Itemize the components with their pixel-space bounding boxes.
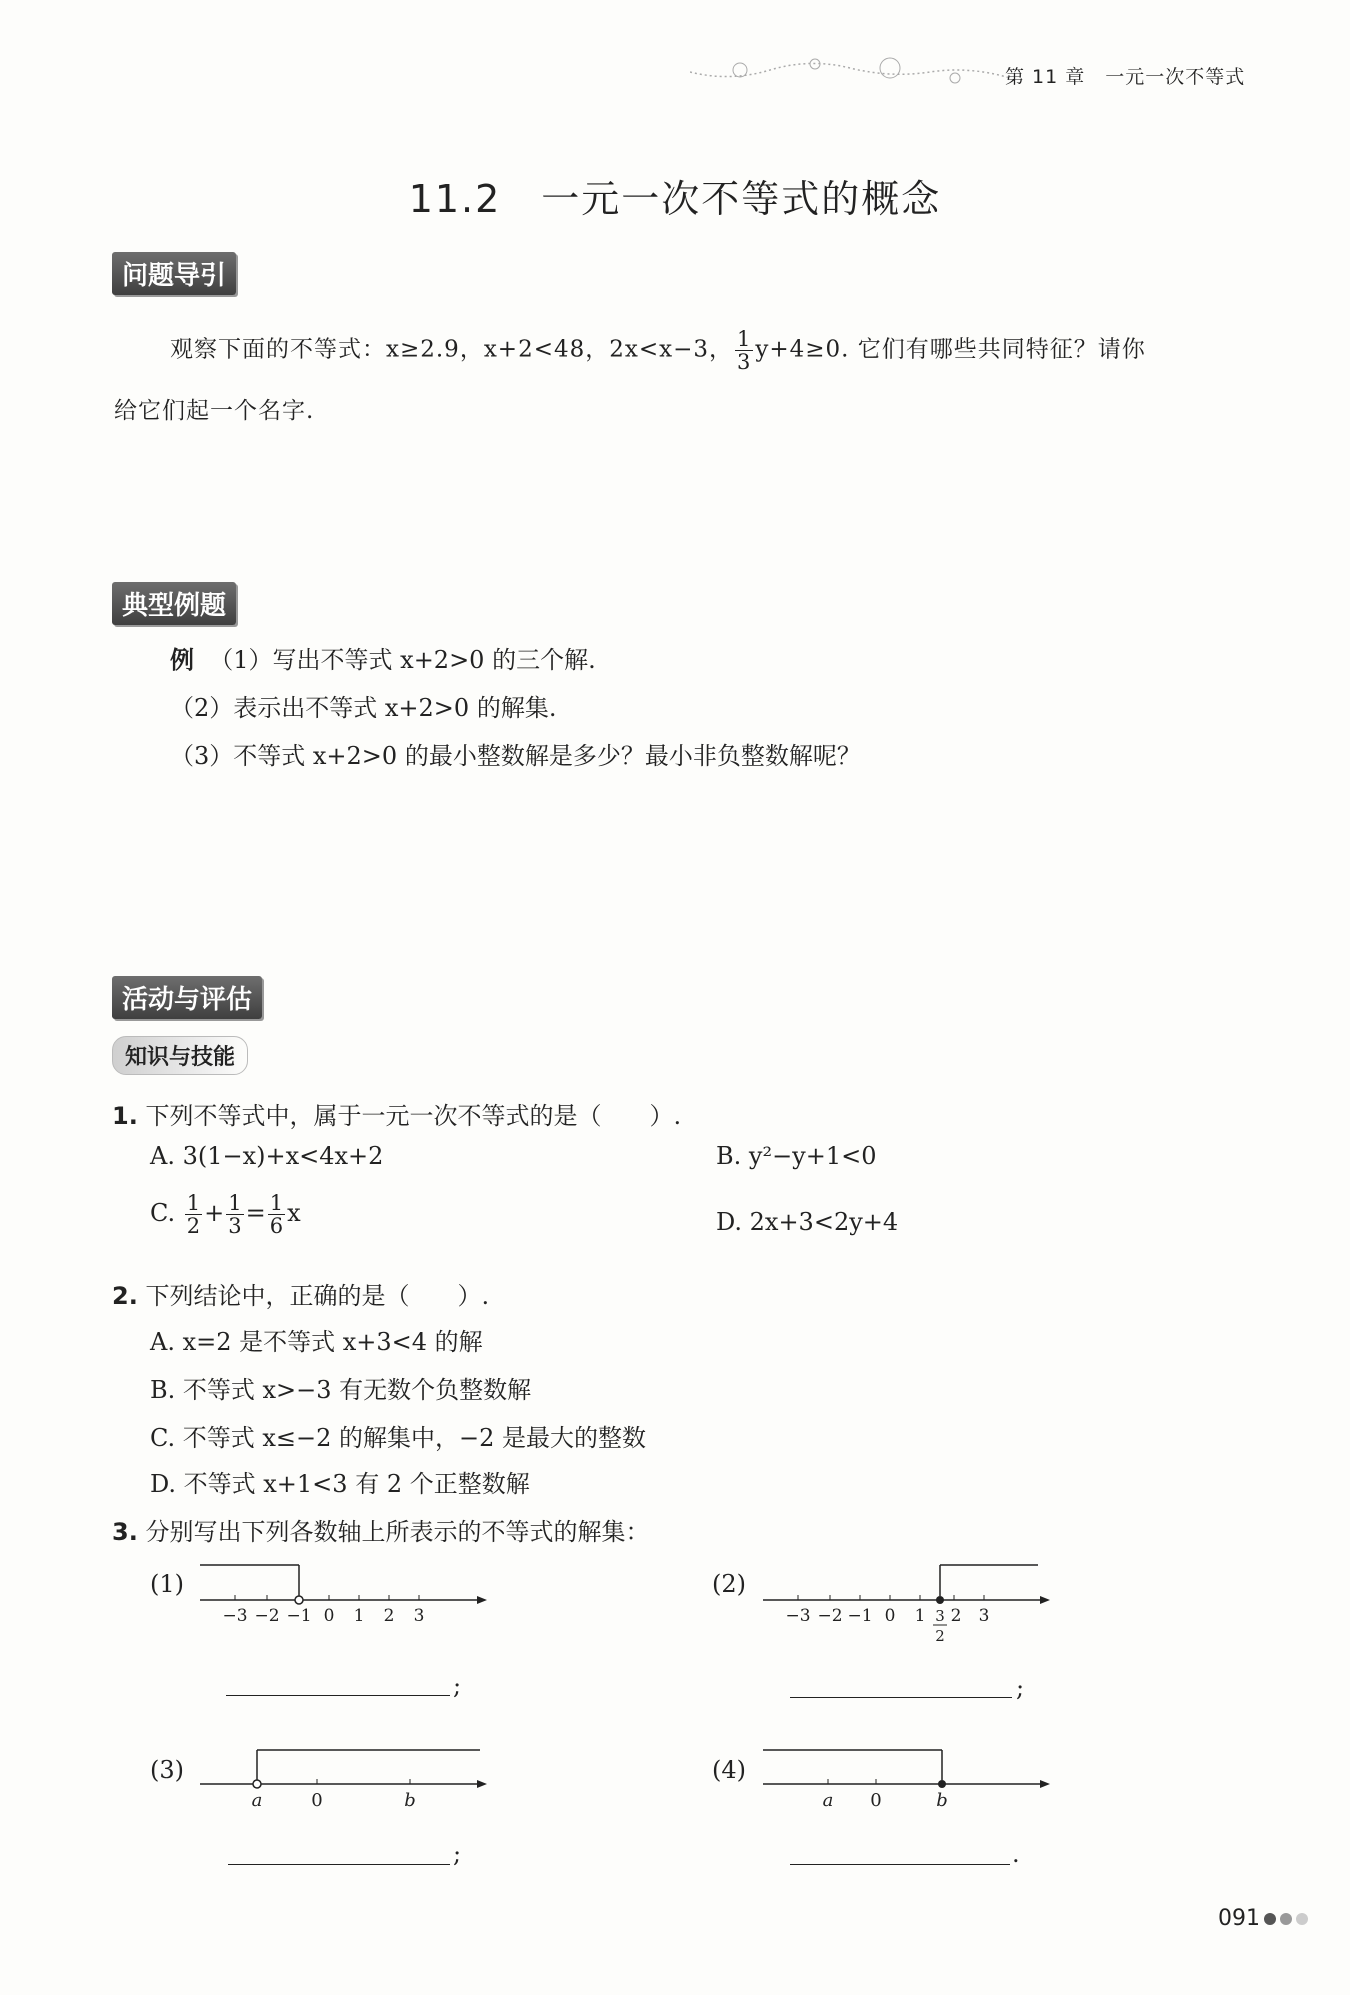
chapter-header: 第 11 章 一元一次不等式 [1005, 66, 1246, 88]
intro-paragraph-line2: 给它们起一个名字. [114, 398, 315, 424]
tick-label: 0 [870, 1790, 882, 1811]
tick-label: −2 [817, 1606, 843, 1626]
intro-paragraph-line1: 观察下面的不等式：x≥2.9，x+2<48，2x<x−3， $\frac{1}{3}$ y+4≥0. 它们有哪些共同特征？请你 [170, 327, 1146, 375]
tick-label: 0 [311, 1790, 323, 1811]
header-decoration [690, 52, 1010, 92]
number-line-1 [195, 1555, 495, 1635]
tick-label: b [404, 1790, 416, 1811]
number-line-1-label: (1) [150, 1570, 184, 1598]
tick-label: 1 [914, 1606, 926, 1626]
question-2-option-b: B. 不等式 x>−3 有无数个负整数解 [150, 1376, 532, 1404]
tick-label: 0 [323, 1606, 335, 1626]
number-line-4 [758, 1738, 1058, 1818]
question-2-stem: 2. 下列结论中，正确的是（ ）. [112, 1282, 490, 1310]
number-line-3-label: (3) [150, 1756, 184, 1784]
tick-label: −3 [222, 1606, 248, 1626]
answer-4-punct: . [1012, 1840, 1020, 1868]
tick-label: 2 [950, 1606, 962, 1626]
question-2-option-d: D. 不等式 x+1<3 有 2 个正整数解 [150, 1470, 530, 1498]
page-title: 11.2 一元一次不等式的概念 [408, 177, 942, 221]
tick-label: b [936, 1790, 948, 1811]
question-3-stem: 3. 分别写出下列各数轴上所表示的不等式的解集： [112, 1518, 650, 1546]
question-1-option-c: C. $\frac{1}{2}$ + $\frac{1}{3}$ = $\frac{1}{6}$ x [150, 1191, 301, 1239]
example-q1: 例 （1）写出不等式 x+2>0 的三个解. [170, 646, 596, 674]
answer-blank-4[interactable] [790, 1864, 1010, 1865]
example-q3: （3）不等式 x+2>0 的最小整数解是多少？最小非负整数解呢？ [170, 742, 861, 770]
answer-3-punct: ; [453, 1840, 462, 1868]
number-line-4-label: (4) [712, 1756, 746, 1784]
subsection-label-skills: 知识与技能 [112, 1036, 248, 1075]
number-line-2 [758, 1555, 1058, 1665]
fraction-numerator: 3 [935, 1607, 945, 1625]
fraction-denominator: 2 [935, 1627, 945, 1645]
dot-icon [1296, 1913, 1308, 1925]
fraction: $\frac{1}{3}$ [737, 327, 752, 375]
tick-label: 3 [413, 1606, 425, 1626]
answer-blank-1[interactable] [226, 1695, 450, 1696]
question-1-stem: 1. 下列不等式中，属于一元一次不等式的是（ ）. [112, 1102, 682, 1130]
dot-icon [1280, 1913, 1292, 1925]
page-number: 091 [1218, 1906, 1308, 1931]
tick-label: −1 [286, 1606, 312, 1626]
section-label-intro: 问题导引 [112, 252, 236, 295]
tick-label: −1 [847, 1606, 873, 1626]
answer-2-punct: ; [1016, 1674, 1025, 1702]
answer-blank-3[interactable] [228, 1864, 450, 1865]
section-label-activity: 活动与评估 [112, 976, 262, 1019]
example-q2: （2）表示出不等式 x+2>0 的解集. [170, 694, 557, 722]
question-2-option-c: C. 不等式 x≤−2 的解集中，−2 是最大的整数 [150, 1424, 647, 1452]
tick-label: 2 [383, 1606, 395, 1626]
question-2-option-a: A. x=2 是不等式 x+3<4 的解 [150, 1328, 483, 1356]
number-line-2-label: (2) [712, 1570, 746, 1598]
tick-label: a [251, 1790, 263, 1811]
question-1-option-b: B. y²−y+1<0 [716, 1142, 877, 1170]
question-1-option-a: A. 3(1−x)+x<4x+2 [150, 1142, 384, 1170]
tick-label: −2 [254, 1606, 280, 1626]
tick-label: 0 [884, 1606, 896, 1626]
question-1-option-d: D. 2x+3<2y+4 [716, 1208, 899, 1236]
number-line-3 [195, 1738, 495, 1818]
tick-label: −3 [785, 1606, 811, 1626]
answer-blank-2[interactable] [790, 1697, 1012, 1698]
dot-icon [1264, 1913, 1276, 1925]
section-label-examples: 典型例题 [112, 582, 236, 625]
tick-label: 1 [353, 1606, 365, 1626]
tick-label: 3 [978, 1606, 990, 1626]
answer-1-punct: ; [453, 1672, 462, 1700]
tick-label: a [822, 1790, 834, 1811]
